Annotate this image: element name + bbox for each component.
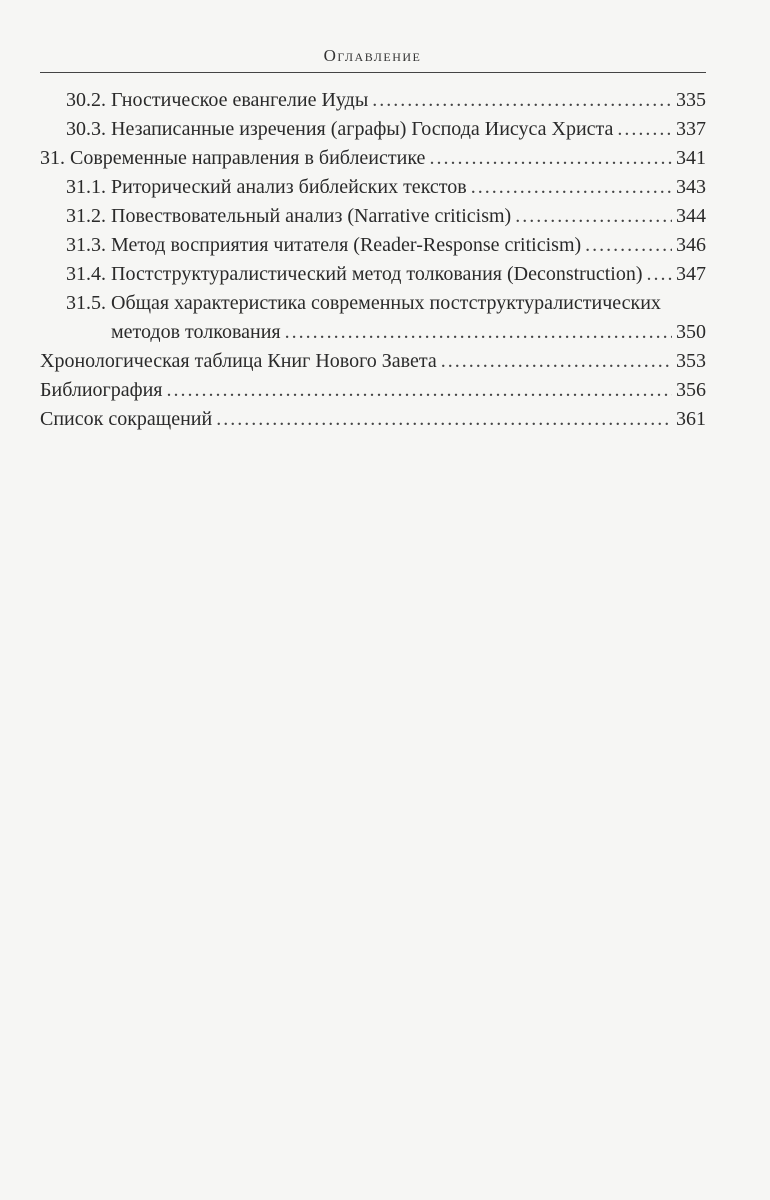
dot-leader: [647, 260, 673, 289]
toc-entry-label: Список сокращений: [40, 408, 213, 430]
toc-entry-page: 343: [676, 176, 706, 198]
header-rule: [40, 72, 706, 73]
toc-entry-page: 335: [676, 89, 706, 111]
toc-entry-page: 346: [676, 234, 706, 256]
dot-leader: [441, 347, 672, 376]
dot-leader: [515, 202, 672, 231]
toc-entry: [40, 260, 706, 289]
page-header-title: Оглавление: [323, 46, 422, 65]
toc-entry-page: 350: [676, 321, 706, 343]
toc-entry-label: 30.2. Гностическое евангелие Иуды: [66, 89, 369, 111]
toc-entry-label: 31.3. Метод восприятия читателя (Reader-Response criticism): [66, 234, 582, 256]
toc-entry-page: 347: [676, 263, 706, 285]
toc-entry-page: 361: [676, 408, 706, 430]
dot-leader: [617, 115, 672, 144]
toc-entry-label: 30.3. Незаписанные изречения (аграфы) Господа Иисуса Христа: [66, 118, 614, 140]
dot-leader: [585, 231, 672, 260]
toc-entry-label: Библиография: [40, 379, 163, 401]
toc-entry-label: 31.1. Риторический анализ библейских текстов: [66, 176, 467, 198]
dot-leader: [372, 86, 672, 115]
dot-leader: [216, 405, 672, 434]
toc-entry: [40, 405, 706, 434]
dot-leader: [429, 144, 672, 173]
toc-entry-page: 353: [676, 350, 706, 372]
toc-entry: [40, 144, 706, 173]
toc-entry-label: 31.4. Постструктуралистический метод толкования (Deconstruction): [66, 263, 643, 285]
toc-entry-continuation: [66, 318, 706, 347]
toc-entry: [40, 115, 706, 144]
toc-entry: [40, 347, 706, 376]
toc-entry-page: 344: [676, 205, 706, 227]
toc-entry-page: 341: [676, 147, 706, 169]
toc-entry: [40, 289, 706, 347]
toc-entry: [40, 173, 706, 202]
toc-entry-page: 356: [676, 379, 706, 401]
dot-leader: [167, 376, 673, 405]
toc-entry-label: 31. Современные направления в библеистике: [40, 147, 426, 169]
dot-leader: [471, 173, 672, 202]
toc-entry-label: Хронологическая таблица Книг Нового Завета: [40, 350, 437, 372]
toc-entry: [40, 202, 706, 231]
toc-entry-label: 31.5. Общая характеристика современных постструктуралистических: [66, 292, 661, 314]
table-of-contents: [40, 86, 706, 434]
dot-leader: [285, 318, 672, 347]
toc-entry: [40, 86, 706, 115]
toc-entry-page: 337: [676, 118, 706, 140]
toc-entry-label-continuation: методов толкования: [111, 321, 281, 343]
toc-entry: [40, 376, 706, 405]
toc-entry-label: 31.2. Повествовательный анализ (Narrative criticism): [66, 205, 512, 227]
toc-entry: [40, 231, 706, 260]
